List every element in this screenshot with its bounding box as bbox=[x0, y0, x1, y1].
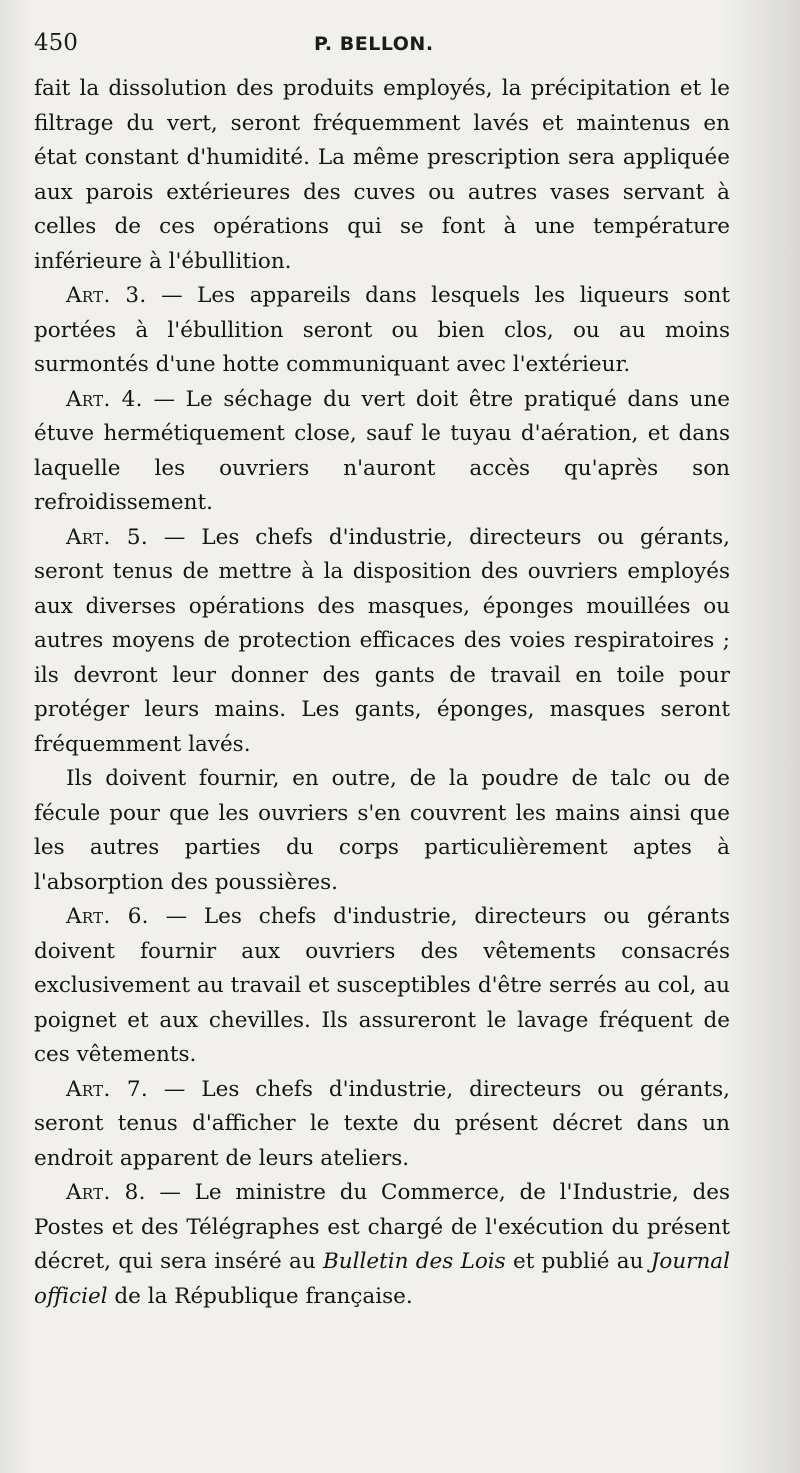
article-text: — Les chefs d'industrie, directeurs ou gérants doivent fournir aux ouvriers des vêtements consacrés exclusivement au travail et susceptibles d'être serrés au col, au poignet et aux chevilles. Ils assureront le lavage fréquent de ces vêtements. bbox=[34, 904, 731, 1067]
article-3 bbox=[34, 279, 730, 383]
article-text: — Les chefs d'industrie, directeurs ou gérants, seront tenus de mettre à la disposition des ouvriers employés aux diverses opérations des masques, éponges mouillées ou autres moyens de protection efficaces des voies respiratoires ; ils devront leur donner des gants de travail en toile pour protéger leurs mains. Les gants, éponges, masques seront fréquemment lavés. bbox=[34, 524, 730, 757]
article-label: Art. 6. bbox=[66, 904, 149, 929]
paragraph-text: fait la dissolution des produits employés, la précipitation et le filtrage du vert, seront fréquemment lavés et maintenus en état constant d'humidité. La même prescription sera appliquée aux parois extérieures des cuves ou autres vases servant à celles de ces opérations qui se font à une température inférieure à l'ébullition. bbox=[34, 76, 730, 274]
article-label: Art. 7. bbox=[66, 1076, 148, 1102]
journal-officiel-title: Journal officiel bbox=[34, 1249, 730, 1309]
article-text: — Le séchage du vert doit être pratiqué dans une étuve hermétiquement close, sauf le tuyau d'aération, et dans laquelle les ouvriers n'auront accès qu'après son refroidissement. bbox=[34, 386, 730, 515]
article-text-middle: et publié au bbox=[505, 1249, 651, 1274]
running-head: P. BELLON. bbox=[314, 33, 434, 55]
article-label: Art. 4. bbox=[66, 386, 143, 412]
article-8 bbox=[34, 1176, 730, 1314]
article-label: Art. 3. bbox=[66, 283, 147, 308]
article-text: — Les chefs d'industrie, directeurs ou gérants, seront tenus d'afficher le texte du présent décret dans un endroit apparent de leurs ateliers. bbox=[34, 1076, 730, 1171]
article-text-end: de la République française. bbox=[107, 1283, 413, 1309]
bulletin-des-lois-title: Bulletin des Lois bbox=[322, 1249, 506, 1274]
article-7 bbox=[34, 1073, 730, 1177]
article-4 bbox=[34, 383, 730, 521]
article-6 bbox=[34, 900, 730, 1073]
article-5 bbox=[34, 521, 730, 763]
article-label: Art. 5. bbox=[66, 524, 148, 550]
article-label: Art. 8. bbox=[66, 1180, 146, 1205]
page-header bbox=[34, 30, 734, 64]
paragraph-continuation bbox=[34, 72, 730, 279]
article-text-start: — Le ministre du Commerce, de l'Industrie, des Postes et des Télégraphes est chargé de l'exécution du présent décret, qui sera inséré au bbox=[34, 1180, 731, 1274]
article-text: — Les appareils dans lesquels les liqueurs sont portées à l'ébullition seront ou bien clos, ou au moins surmontés d'une hotte communiquant avec l'extérieur. bbox=[34, 283, 730, 377]
paragraph-talc bbox=[34, 762, 730, 900]
body-text bbox=[34, 72, 730, 1314]
paragraph-text: Ils doivent fournir, en outre, de la poudre de talc ou de fécule pour que les ouvriers s'en couvrent les mains ainsi que les autres parties du corps particulièrement aptes à l'absorption des poussières. bbox=[34, 766, 730, 895]
page-number: 450 bbox=[34, 30, 78, 56]
